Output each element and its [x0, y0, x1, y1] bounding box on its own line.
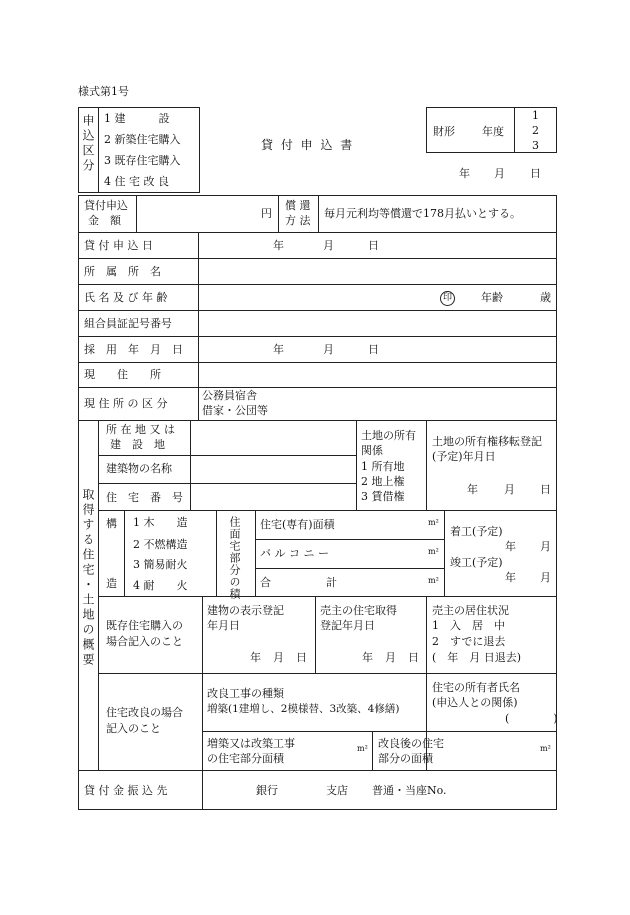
building-name-field[interactable]	[194, 457, 352, 481]
overview-side-label: 取得する住宅・土地の概要	[81, 488, 95, 668]
structure-option-4[interactable]: 4 耐 火	[133, 579, 188, 592]
address-type-label: 現 住 所 の 区 分	[84, 397, 168, 410]
hire-date-month[interactable]: 月	[323, 343, 334, 356]
transfer-branch[interactable]: 支店	[326, 784, 348, 797]
name-age-label: 氏 名 及 び 年 齢	[84, 291, 168, 304]
seller-reg-label-1: 売主の住宅取得	[320, 604, 397, 617]
building-reg-month[interactable]: 月	[273, 651, 284, 664]
affiliation-field[interactable]	[202, 260, 552, 282]
hire-date-day[interactable]: 日	[368, 343, 379, 356]
member-number-field[interactable]	[202, 312, 552, 334]
land-relation-option-3[interactable]: 3 賃借権	[361, 490, 405, 503]
apply-date-month[interactable]: 月	[323, 239, 334, 252]
owner-relation-field[interactable]: ( )	[505, 712, 558, 725]
start-month[interactable]: 月	[540, 540, 551, 553]
seller-status-option-2[interactable]: 2 すでに退去	[432, 635, 506, 648]
seal-icon: 印	[440, 291, 455, 306]
building-name-label: 建築物の名称	[106, 462, 172, 475]
land-relation-title-2: 関係	[361, 444, 383, 457]
seal-mark	[440, 290, 455, 306]
transfer-label: 貸 付 金 振 込 先	[84, 784, 168, 797]
land-registration-title-1: 土地の所有権移転登記	[432, 435, 542, 448]
seller-status-title: 売主の居住状況	[432, 604, 509, 617]
complete-label: 竣工(予定)	[450, 556, 503, 569]
existing-label-1: 既存住宅購入の	[106, 619, 183, 632]
area-row-3-label: 合 計	[260, 576, 337, 589]
zaikei-label: 財形	[433, 125, 455, 138]
land-registration-title-2: (予定)年月日	[432, 450, 496, 463]
age-label: 年齢	[481, 291, 503, 304]
structure-option-1[interactable]: 1 木 造	[133, 516, 188, 529]
address-label: 現 住 所	[84, 368, 161, 381]
extension-area-label-1: 増築又は改築工事	[207, 737, 295, 750]
start-year[interactable]: 年	[505, 540, 516, 553]
owner-relation-label: (申込人との関係)	[432, 696, 518, 709]
hire-date-year[interactable]: 年	[273, 343, 284, 356]
area-row-2-unit: m²	[428, 547, 439, 556]
improve-kind-title: 改良工事の種類	[207, 687, 284, 700]
zaikei-year-label: 年度	[482, 125, 504, 138]
transfer-bank[interactable]: 銀行	[256, 784, 278, 797]
type-option-2[interactable]: 2 新築住宅購入	[104, 133, 181, 146]
structure-option-3[interactable]: 3 簡易耐火	[133, 558, 188, 571]
floor-area-label: 住面宅部分の積	[228, 516, 241, 600]
land-relation-option-1[interactable]: 1 所有地	[361, 460, 405, 473]
after-area-label-2: 部分の面積	[378, 752, 433, 765]
extension-area-unit: m²	[357, 744, 368, 753]
apply-date-year[interactable]: 年	[273, 239, 284, 252]
seller-reg-day[interactable]: 日	[408, 651, 419, 664]
apply-date-day[interactable]: 日	[368, 239, 379, 252]
seller-reg-year[interactable]: 年	[362, 651, 373, 664]
land-registration-day[interactable]: 日	[540, 483, 551, 496]
header-date-day[interactable]: 日	[530, 167, 541, 180]
building-reg-day[interactable]: 日	[296, 651, 307, 664]
seller-reg-month[interactable]: 月	[385, 651, 396, 664]
building-reg-label-1: 建物の表示登記	[207, 604, 284, 617]
amount-unit: 円	[261, 207, 272, 220]
affiliation-label: 所 属 所 名	[84, 265, 161, 278]
structure-label-top: 構	[106, 517, 117, 530]
seller-status-moveout[interactable]: ( 年 月 日退去)	[432, 651, 522, 664]
age-unit: 歳	[540, 291, 551, 304]
start-label: 着工(予定)	[450, 525, 503, 538]
area-row-3-unit: m²	[428, 576, 439, 585]
location-field[interactable]	[194, 423, 352, 453]
land-relation-title-1: 土地の所有	[361, 429, 416, 442]
method-label-2: 方 法	[285, 214, 311, 227]
land-relation-option-2[interactable]: 2 地上権	[361, 475, 405, 488]
type-option-4[interactable]: 4 住 宅 改 良	[104, 175, 169, 188]
amount-field[interactable]	[140, 197, 258, 229]
form-title: 貸 付 申 込 書	[261, 138, 355, 152]
house-number-field[interactable]	[194, 485, 352, 508]
amount-label-1: 貸付申込	[84, 199, 128, 212]
method-text: 毎月元利均等償還で178月払いとする。	[324, 207, 521, 220]
zaikei-option-1[interactable]: 1	[532, 109, 539, 122]
application-type-label: 申込区分	[81, 114, 95, 174]
improve-label-1: 住宅改良の場合	[106, 706, 183, 719]
address-field[interactable]	[202, 364, 552, 385]
member-number-label: 組合員証記号番号	[84, 317, 172, 330]
apply-date-label: 貸 付 申 込 日	[84, 239, 153, 252]
area-row-1-label: 住宅(専有)面積	[260, 518, 335, 531]
after-area-label-1: 改良後の住宅	[378, 737, 444, 750]
after-area-unit: m²	[540, 744, 551, 753]
header-date-year[interactable]: 年	[459, 167, 470, 180]
header-date-month[interactable]: 月	[494, 167, 505, 180]
land-registration-month[interactable]: 月	[504, 483, 515, 496]
address-type-option-1[interactable]: 公務員宿舎	[202, 389, 257, 402]
amount-label-2: 金 額	[88, 214, 121, 227]
existing-label-2: 場合記入のこと	[106, 635, 183, 648]
area-row-1-unit: m²	[428, 518, 439, 527]
improve-kind-options[interactable]: 増築(1建増し、2模様替、3改築、4修繕)	[207, 703, 400, 715]
location-label-2: 建 設 地	[110, 438, 165, 451]
building-reg-year[interactable]: 年	[250, 651, 261, 664]
extension-area-label-2: の住宅部分面積	[207, 752, 284, 765]
transfer-account[interactable]: 普通・当座No.	[372, 784, 447, 797]
hire-date-label: 採 用 年 月 日	[84, 343, 183, 356]
form-number: 様式第1号	[78, 85, 129, 98]
seller-status-option-1[interactable]: 1 入 居 中	[432, 619, 505, 632]
house-number-label: 住 宅 番 号	[106, 491, 183, 504]
method-label-1: 償 還	[285, 199, 311, 212]
improve-label-2: 記入のこと	[106, 722, 161, 735]
seller-reg-label-2: 登記年月日	[320, 619, 375, 632]
zaikei-option-3[interactable]: 3	[532, 139, 539, 152]
location-label-1: 所 在 地 又 は	[106, 423, 175, 436]
complete-month[interactable]: 月	[540, 571, 551, 584]
type-option-3[interactable]: 3 既存住宅購入	[104, 154, 181, 167]
area-row-2-label: バ ル コ ニ ー	[260, 547, 329, 560]
complete-year[interactable]: 年	[505, 571, 516, 584]
owner-name-label: 住宅の所有者氏名	[432, 681, 520, 694]
land-registration-year[interactable]: 年	[467, 483, 478, 496]
address-type-option-2[interactable]: 借家・公団等	[202, 404, 268, 417]
structure-label-bottom: 造	[106, 577, 117, 590]
structure-option-2[interactable]: 2 不燃構造	[133, 538, 188, 551]
type-option-1[interactable]: 1 建 設	[104, 112, 170, 125]
zaikei-option-2[interactable]: 2	[532, 124, 539, 137]
building-reg-label-2: 年月日	[207, 619, 240, 632]
